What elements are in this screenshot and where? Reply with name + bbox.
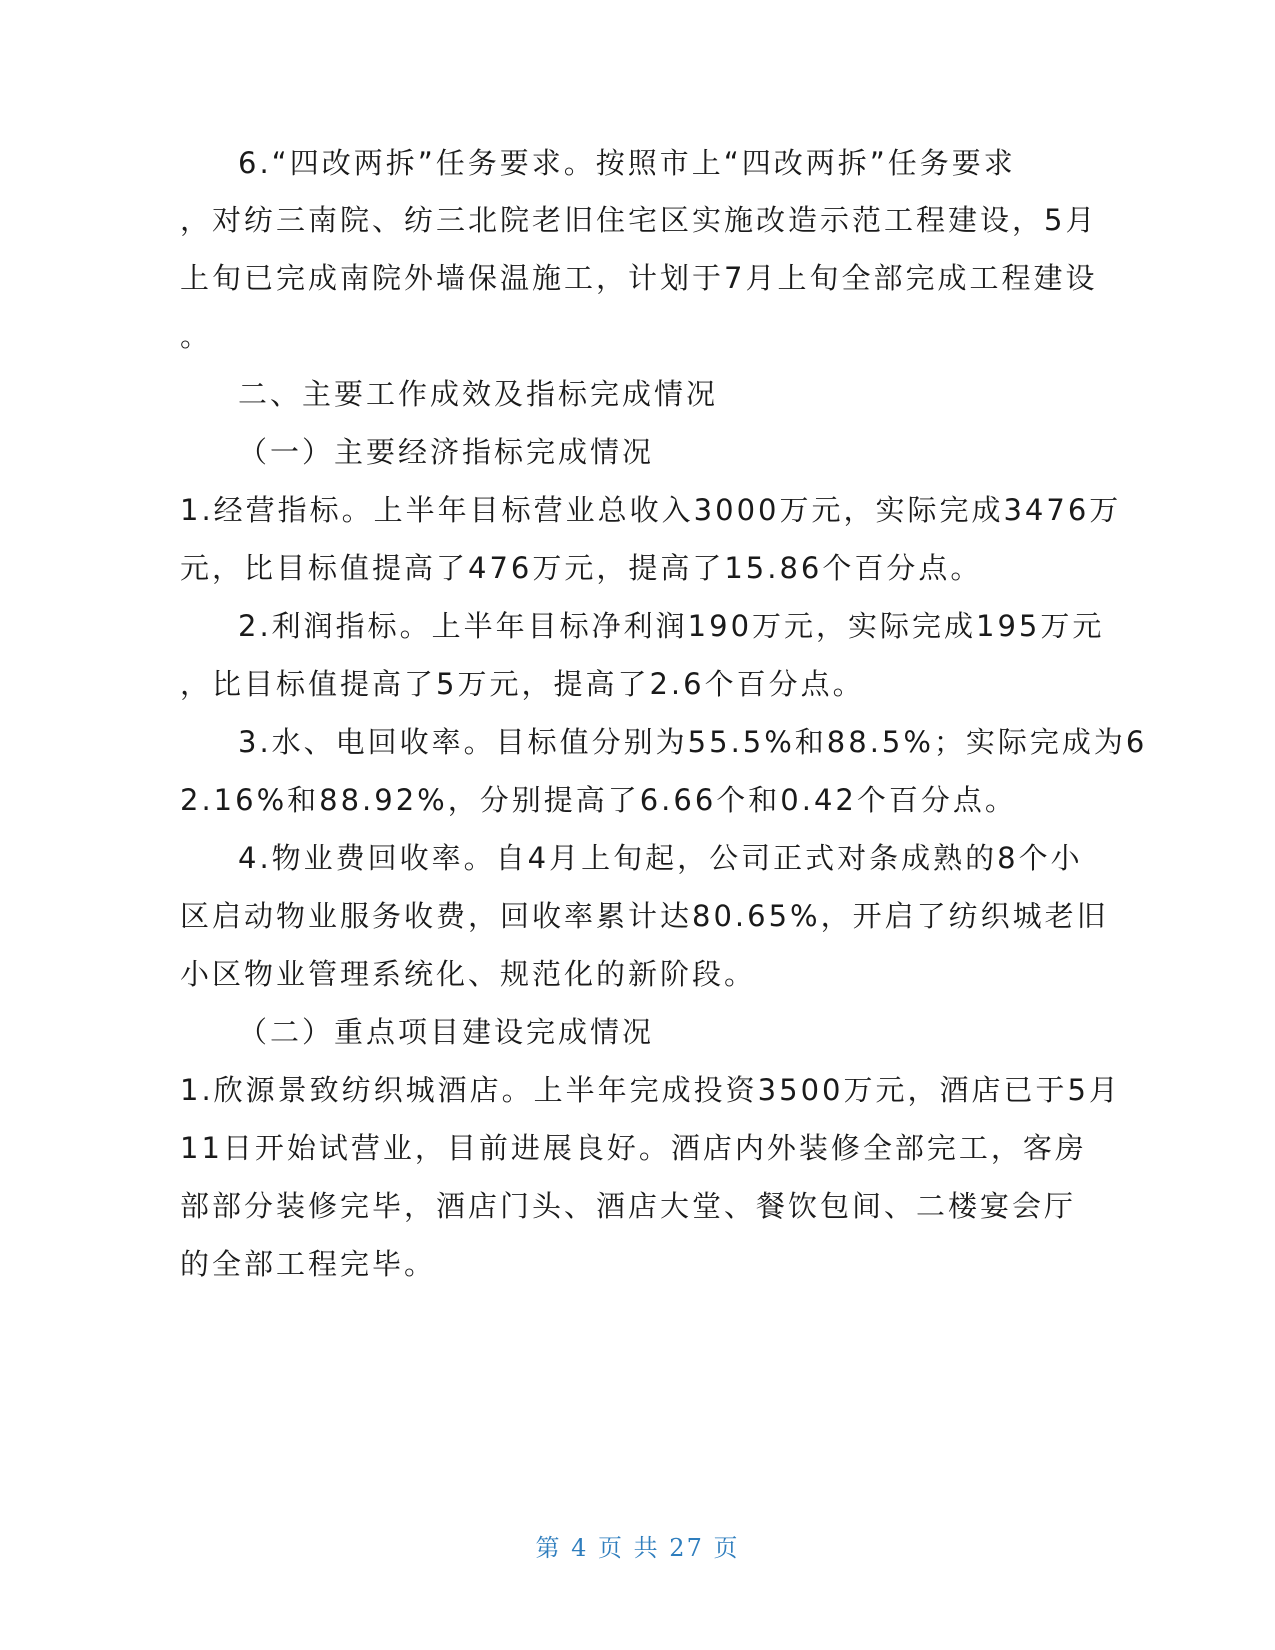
line-project1-3: 部部分装修完毕，酒店门头、酒店大堂、餐饮包间、二楼宴会厅 bbox=[180, 1189, 1077, 1223]
line-indicator3-1: 3.水、电回收率。目标值分别为55.5%和88.5%；实际完成为6 bbox=[238, 725, 1148, 759]
line-indicator4-2: 区启动物业服务收费，回收率累计达80.65%，开启了纺织城老旧 bbox=[180, 899, 1109, 933]
line-item6-3: 上旬已完成南院外墙保温施工，计划于7月上旬全部完成工程建设 bbox=[180, 261, 1098, 295]
line-project1-2: 11日开始试营业，目前进展良好。酒店内外装修全部完工，客房 bbox=[180, 1131, 1087, 1165]
line-project1-1: 1.欣源景致纺织城酒店。上半年完成投资3500万元，酒店已于5月 bbox=[180, 1073, 1121, 1107]
line-item6-4: 。 bbox=[180, 319, 213, 353]
line-indicator4-3: 小区物业管理系统化、规范化的新阶段。 bbox=[180, 957, 757, 991]
line-project1-4: 的全部工程完毕。 bbox=[180, 1247, 437, 1281]
line-indicator2-2: ，比目标值提高了5万元，提高了2.6个百分点。 bbox=[180, 667, 865, 701]
line-indicator2-1: 2.利润指标。上半年目标净利润190万元，实际完成195万元 bbox=[238, 609, 1105, 643]
line-indicator1-1: 1.经营指标。上半年目标营业总收入3000万元，实际完成3476万 bbox=[180, 493, 1122, 527]
section-heading-2: 二、主要工作成效及指标完成情况 bbox=[238, 377, 719, 411]
line-item6-2: ，对纺三南院、纺三北院老旧住宅区实施改造示范工程建设，5月 bbox=[180, 203, 1098, 237]
line-indicator4-1: 4.物业费回收率。自4月上旬起，公司正式对条成熟的8个小 bbox=[238, 841, 1083, 875]
line-item6-1: 6.“四改两拆”任务要求。按照市上“四改两拆”任务要求 bbox=[238, 146, 1016, 180]
line-indicator1-2: 元，比目标值提高了476万元，提高了15.86个百分点。 bbox=[180, 551, 983, 585]
subsection-heading-1: （一）主要经济指标完成情况 bbox=[238, 435, 655, 469]
line-indicator3-2: 2.16%和88.92%，分别提高了6.66个和0.42个百分点。 bbox=[180, 783, 1017, 817]
subsection-heading-2: （二）重点项目建设完成情况 bbox=[238, 1015, 655, 1049]
page-number-footer: 第 4 页 共 27 页 bbox=[535, 1534, 740, 1562]
